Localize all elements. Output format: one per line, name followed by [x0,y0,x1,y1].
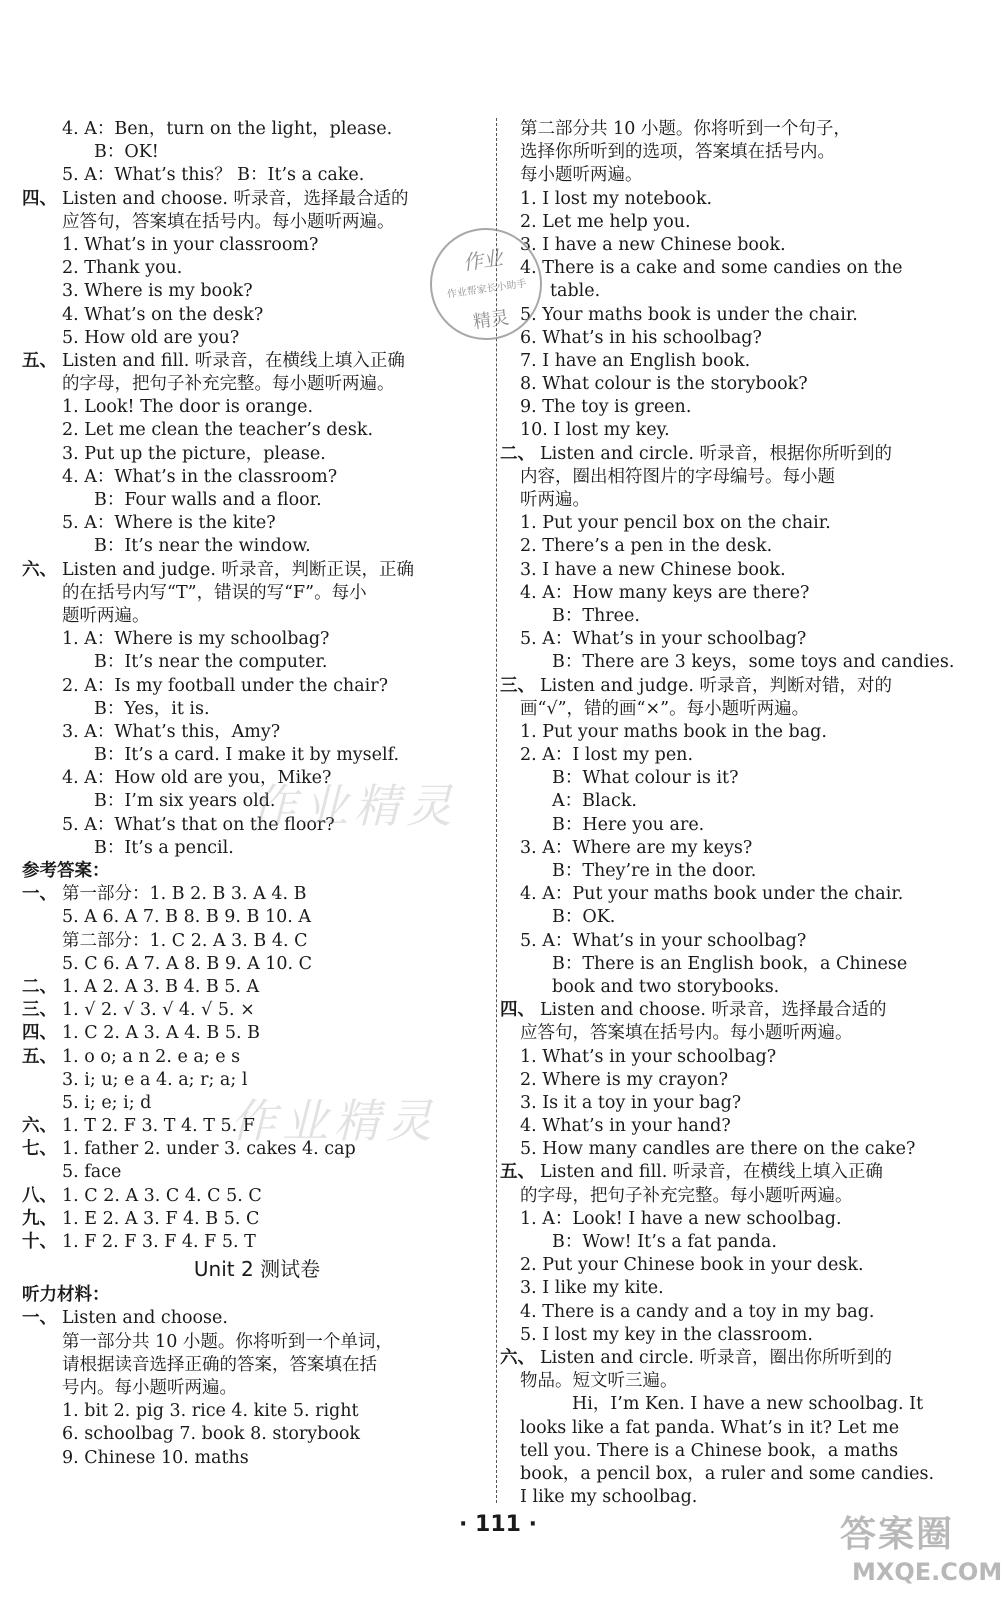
text-line: 5. C 6. A 7. A 8. B 9. A 10. C [62,953,313,974]
section-line [22,999,492,1022]
text-line: 3. I like my kite. [520,1278,664,1299]
section-number: 三、 [22,1000,57,1021]
text-line: 9. Chinese 10. maths [62,1447,249,1468]
text-line: 4. What’s on the desk? [62,304,264,325]
section-text: 1. A 2. A 3. B 4. B 5. A [62,976,260,997]
text-line: 4. There is a candy and a toy in my bag. [520,1301,875,1322]
section-line [500,443,985,466]
text-line: 第二部分共 10 小题。你将听到一个句子， [520,119,851,139]
unit-title: Unit 2 测试卷 [193,1257,321,1282]
text-line: 5. How many candles are there on the cake? [520,1139,916,1160]
stamp-top-text: 作业 [461,245,505,275]
section-line [22,976,492,999]
section-number: 二、 [22,976,57,997]
text-line: 5. face [62,1162,122,1183]
section-number: 五、 [22,1046,57,1067]
text-line: 1. Put your maths book in the bag. [520,721,827,742]
section-text: Listen and choose. [62,1308,228,1329]
text-line: B：It’s a pencil. [94,837,234,858]
text-line: 6. What’s in his schoolbag? [520,327,762,348]
section-number: 一、 [22,1308,57,1329]
text-line: B：It’s a card. I make it by myself. [94,745,400,766]
text-line: 8. What colour is the storybook? [520,374,808,395]
section-number: 五、 [22,350,57,371]
section-number: 五、 [500,1162,535,1183]
text-line: 选择你所听到的选项，答案填在括号内。 [520,142,835,163]
text-line: B：Here you are. [552,814,705,835]
text-line: B：OK. [552,907,616,928]
section-line [22,1185,492,1208]
section-line [22,350,492,373]
section-number: 四、 [22,188,57,209]
section-text: Listen and fill. 听录音，在横线上填入正确 [62,350,405,371]
text-line: 2. Let me clean the teacher’s desk. [62,420,374,441]
text-line: 1. Look! The door is orange. [62,397,314,418]
text-line: 的在括号内写“T”，错误的写“F”。每小 [62,582,367,603]
section-number: 四、 [500,1000,535,1021]
section-number: 九、 [22,1208,57,1229]
section-line [22,1231,492,1254]
text-line: 3. Is it a toy in your bag? [520,1092,742,1113]
text-line: 1. A：Look! I have a new schoolbag. [520,1208,842,1229]
section-text: Listen and choose. 听录音，选择最合适的 [62,188,409,209]
text-line: 2. A：Is my football under the chair? [62,675,388,696]
text-line: B：I’m six years old. [94,791,276,812]
text-line: 5. How old are you? [62,327,240,348]
text-line: B：Four walls and a floor. [94,490,322,510]
text-line: 5. A：What’s in your schoolbag? [520,930,807,951]
text-line: B：It’s near the window. [94,536,311,557]
text-line: 物品。短文听三遍。 [520,1371,678,1392]
section-text: 1. father 2. under 3. cakes 4. cap [62,1139,356,1160]
right-column [500,118,985,1509]
text-line: 应答句，答案填在括号内。每小题听两遍。 [520,1023,853,1044]
section-number: 一、 [22,884,57,905]
text-line: 2. There’s a pen in the desk. [520,536,773,557]
section-line [22,188,492,211]
section-text: Listen and circle. 听录音，圈出你所听到的 [540,1347,893,1368]
section-text: 1. F 2. F 3. F 4. F 5. T [62,1232,256,1252]
text-line: 4. A：What’s in the classroom? [62,466,338,487]
section-text: 第一部分：1. B 2. B 3. A 4. B [62,884,307,905]
text-line: 3. I have a new Chinese book. [520,559,786,580]
section-line [22,1046,492,1069]
section-number: 六、 [500,1347,535,1368]
text-line: 的字母，把句子补充完整。每小题听两遍。 [520,1185,853,1206]
text-line: 1. A：Where is my schoolbag? [62,629,330,650]
text-line: 画“√”，错的画“×”。每小题听两遍。 [520,698,810,719]
text-line: 号内。每小题听两遍。 [62,1377,237,1398]
text-line: B：OK! [94,142,159,163]
section-heading: 听力材料： [22,1285,110,1306]
text-line: 题听两遍。 [62,605,150,626]
text-line: 6. schoolbag 7. book 8. storybook [62,1424,361,1445]
text-line: looks like a fat panda. What’s in it? Let me [520,1417,900,1438]
section-text: Listen and fill. 听录音，在横线上填入正确 [540,1162,883,1183]
text-line: B：Wow! It’s a fat panda. [552,1232,777,1252]
text-line: 3. I have a new Chinese book. [520,234,786,255]
text-line: 3. i; u; e a 4. a; r; a; l [62,1069,248,1090]
text-line: 4. A：How many keys are there? [520,582,810,603]
text-line: 5. A：Where is the kite? [62,513,276,534]
text-line: 5. I lost my key in the classroom. [520,1324,813,1345]
text-line: 2. Thank you. [62,258,183,279]
text-line: 3. Where is my book? [62,281,253,302]
text-line: B：Yes，it is. [94,698,210,719]
text-line: 4. There is a cake and some candies on the [520,258,903,279]
text-line: 1. bit 2. pig 3. rice 4. kite 5. right [62,1401,359,1422]
text-line: B：There are 3 keys，some toys and candies. [552,652,955,673]
stamp-middle-text: 作业帮家长小助手 [446,278,528,301]
text-line: 第一部分共 10 小题。你将听到一个单词， [62,1331,393,1352]
text-line: 5. A 6. A 7. B 8. B 9. B 10. A [62,907,311,928]
text-line: 3. A：Where are my keys? [520,837,753,858]
section-number: 二、 [500,443,535,464]
text-line: 请根据读音选择正确的答案，答案填在括 [62,1354,377,1375]
section-line [22,559,492,582]
watermark-1: 作业精灵 [250,779,458,833]
text-line: 1. What’s in your schoolbag? [520,1046,777,1067]
text-line: 1. Put your pencil box on the chair. [520,513,831,534]
section-line [22,1307,492,1330]
text-line: 5. Your maths book is under the chair. [520,304,858,325]
section-number: 六、 [22,559,57,580]
logo-top-text: 答案圈 [840,1514,955,1555]
section-text: 1. C 2. A 3. A 4. B 5. B [62,1023,260,1044]
text-line: table. [550,281,601,302]
text-line: Hi，I’m Ken. I have a new schoolbag. It [572,1394,924,1415]
text-line: 第二部分：1. C 2. A 3. B 4. C [62,930,308,951]
text-line: 5. A：What’s this？ B：It’s a cake. [62,165,365,186]
section-number: 四、 [22,1023,57,1044]
text-line: tell you. There is a Chinese book，a maths [520,1440,899,1461]
text-line: B：They’re in the door. [552,861,757,881]
section-text: 1. C 2. A 3. C 4. C 5. C [62,1185,262,1206]
text-line: book and two storybooks. [552,976,780,997]
section-number: 六、 [22,1116,57,1137]
section-heading: 参考答案： [22,861,110,881]
text-line: 5. A：What’s that on the floor? [62,814,335,835]
text-line: 5. A：What’s in your schoolbag? [520,629,807,650]
text-line: 7. I have an English book. [520,350,751,371]
text-line: 3. Put up the picture，please. [62,443,326,464]
text-line: A：Black. [552,791,637,812]
section-number: 十、 [22,1232,57,1252]
section-line [500,675,985,698]
text-line: 10. I lost my key. [520,420,670,441]
text-line: 9. The toy is green. [520,397,692,418]
watermark-2: 作业精灵 [230,1094,438,1148]
text-line: 听两遍。 [520,490,590,510]
section-text: Listen and judge. 听录音，判断正误，正确 [62,559,414,580]
section-number: 八、 [22,1185,57,1206]
section-line [22,1208,492,1231]
text-line: 2. Let me help you. [520,211,691,232]
section-text: Listen and circle. 听录音，根据你所听到的 [540,443,893,464]
text-line: B：Three. [552,605,640,626]
text-line: 内容，圈出相符图片的字母编号。每小题 [520,466,835,487]
text-line: 应答句，答案填在括号内。每小题听两遍。 [62,211,395,232]
section-text: 1. o o; a n 2. e a; e s [62,1046,241,1067]
section-number: 七、 [22,1139,57,1160]
logo-bottom-text: MXQE.COM [852,1558,1002,1586]
section-line [22,1022,492,1045]
text-line: 每小题听两遍。 [520,165,643,186]
text-line: 2. Put your Chinese book in your desk. [520,1255,864,1276]
text-line: 4. A：How old are you，Mike? [62,768,332,789]
section-text: Listen and choose. 听录音，选择最合适的 [540,1000,887,1021]
corner-logo [840,1500,1002,1595]
section-text: 1. √ 2. √ 3. √ 4. √ 5. × [62,1000,255,1021]
text-line: I like my schoolbag. [520,1487,698,1508]
stamp-bottom-text: 精灵 [471,307,511,334]
page-number: · 111 · [459,1512,537,1537]
text-line: 5. i; e; i; d [62,1092,152,1113]
text-line: 4. A：Put your maths book under the chair. [520,884,904,905]
text-line: B：It’s near the computer. [94,652,328,673]
section-text: Listen and judge. 听录音，判断对错，对的 [540,675,892,696]
text-line: 4. A：Ben，turn on the light，please. [62,119,393,139]
section-number: 三、 [500,675,535,696]
text-line: 1. I lost my notebook. [520,188,713,209]
text-line: 2. Where is my crayon? [520,1069,729,1090]
text-line: B：There is an English book，a Chinese [552,953,908,974]
section-line [500,1347,985,1370]
text-line: 3. A：What’s this，Amy? [62,721,281,742]
section-line [500,999,985,1022]
section-text: 1. E 2. A 3. F 4. B 5. C [62,1208,260,1229]
section-line [22,883,492,906]
section-text: 1. T 2. F 3. T 4. T 5. F [62,1116,255,1137]
section-line [500,1161,985,1184]
text-line: 的字母，把句子补充完整。每小题听两遍。 [62,374,395,395]
text-line: 4. What’s in your hand? [520,1116,731,1137]
text-line: B：What colour is it? [552,768,739,789]
text-line: 2. A：I lost my pen. [520,745,694,766]
text-line: 1. What’s in your classroom? [62,234,319,255]
text-line: book，a pencil box，a ruler and some candies. [520,1463,935,1484]
